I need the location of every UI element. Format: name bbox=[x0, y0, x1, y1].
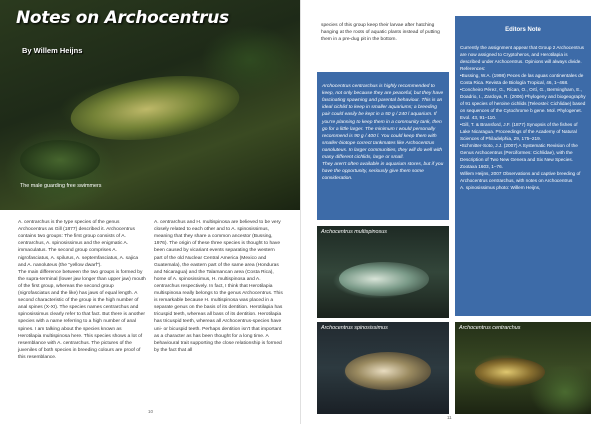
bottom-right-photo bbox=[455, 322, 591, 414]
fish-shape bbox=[339, 262, 429, 296]
top-photo bbox=[0, 0, 300, 210]
middle-photo-caption: Archocentrus multispinosus bbox=[321, 229, 387, 235]
bottom-left-photo bbox=[317, 322, 449, 414]
top-photo-caption: The male guarding free swimmers bbox=[20, 183, 102, 189]
bottom-right-photo-caption: Archocentrus centrarchus bbox=[459, 325, 521, 331]
fish-shape bbox=[67, 66, 244, 149]
left-column-2 bbox=[154, 212, 284, 354]
bottom-left-photo-caption: Archocentrus spinosissimus bbox=[321, 325, 388, 331]
right-top-column bbox=[321, 22, 441, 43]
recommendation-box bbox=[317, 72, 449, 220]
fish-shape bbox=[475, 358, 545, 386]
editors-note-box bbox=[455, 16, 591, 316]
article-title: Notes on Archocentrus bbox=[16, 8, 229, 28]
editors-note-title: Editors Note bbox=[505, 27, 541, 33]
left-column-1 bbox=[18, 212, 146, 361]
left-column-2-text: A. centrarchus and H. multispinosa are believed to be very closely related to each other and to A. spinosissimus, meaning that they share a common ancestor (Bussing, 1976). The origin of these three species is thought to have been caused by vicariant events separating the western part of the old Nuclear Central America (Mexico and Guatemala), the eastern part of the same area (Honduras and Nicaragua) and the Talamancan area (Costa Rica), home of A. spinosissimus, H. multispinosa and A. centrarchus respectively. In fact, I think that Herotilapia multispinosa really belongs to the genus Archocentrus. This is remarkable because H. multispinosa was placed in a separate genus on the basis of its dentition. Herotilapia has tricuspid teeth, whereas all bass of its dentition. Herotilapia has tricuspid teeth, whereas all Archocentrus-species have uni- or bicuspid teeth. Perhaps dentition isn't that important as a character as has been thought for a long time. A behavioural trait supporting the close relationship is formed by the fact that all bbox=[154, 220, 283, 353]
recommendation-text: Archocentrus centrarchus is highly recommended to keep, not only because they are peaceful, but they have fascinating spawning and parental behaviour. This is an ideal cichlid to keep in smaller aquariums; a breeding pair could easily be kept in a 50 g / 240 l aquarium. If you're planning to keep them in a community tank, then go for a little larger. The minimum I would personally recommend is 90 g / 400 l. You could keep them with smaller-biotope correct tankmates like Archocentrus nanoluteus. In larger communities, they will do well with many different cichlids, large or small. They aren't often available in aquarium stores, but if you have the opportunity, seriously give them some consideration. bbox=[322, 84, 444, 182]
page-number-right: 11 bbox=[447, 415, 452, 420]
page-number-left: 10 bbox=[148, 409, 154, 414]
fish-shape bbox=[345, 352, 431, 390]
fish-shape bbox=[20, 140, 100, 180]
editors-note-text: Currently the assignment appear that Group 2 Archocentrus are now assigned to Cryptoheros, and Herotilapia is described under Archocentrus. Opinions will always divide. References: •Bussing, W.A. (1998) Peces de las aguas continentales de Costa Rica. Revista de Biología Tropical, 46, 1–468. •Concheiro Pérez, G., Rícan, O., Ortí, G., Bermingham, E., Doadrio, I., Zardoya, R. (2006) Phylogeny and biogeography of 91 species of heroine cichlids (Teleostei: Cichlidae) based on sequences of the Cytochrome b gene. Mol. Phylogenet. Evol. 43, 91–110. •Gill, T. & Bransford, J.F. (1877) Synopsis of the fishes of Lake Nicaragua. Proceedings of the Academy of Natural Sciences of Philadelphia, 29, 175–219. •Schmitter-Soto, J.J. (2007) A Systematic Revision of the Genus Archocentrus (Perciformes: Cichlidae), with the Description of Two New Genera and Six New Species. Zootaxa 1603, 1–76. Willem Heijns, 2007 Observations and captive breeding of Archocentrus centrarchus, with notes on Archocentrus A. spinosissimus photo: Willem Heijns, bbox=[460, 45, 586, 190]
right-page bbox=[300, 0, 600, 424]
left-column-1-text: A. centrarchus is the type species of the genus Archocentrus as Gill (1877) described it. Archocentrus contains two groups: The first group consists of A. centrarchus, A. spinosissimus and the enigmatic A. immaculatus. The second group comprises A. nigrofasciatus, A. spilurus, A. septemfasciatus, A. sajica and A. nanoluteus (the "yellow dwarf"). The main difference between the two groups is formed by the supra-terminal (lower jaw longer than upper jaw) mouth of the first group, whereas the second group (nigrofasciatus and the like) has jaws of equal length. A second characteristic of the group is the high number of anal spines (X-XI). The species names centrarchus and spinosissimus clearly refer to that fact. But there is another species with a name referring to a high number of anal spines. I am talking about the species known as Herotilapia multispinosa here. This species shows a lot of resemblance with A. centrarchus. The pictures of the juveniles of both species in breeding colours are proof of this resemblance. bbox=[18, 220, 146, 360]
right-top-column-text: species of this group keep their larvae after hatching hanging at the roots of aquatic plants instead of putting them in a pre-dug pit in the bottom. bbox=[321, 23, 440, 43]
middle-photo bbox=[317, 226, 449, 318]
article-author: By Willem Heijns bbox=[22, 46, 83, 55]
